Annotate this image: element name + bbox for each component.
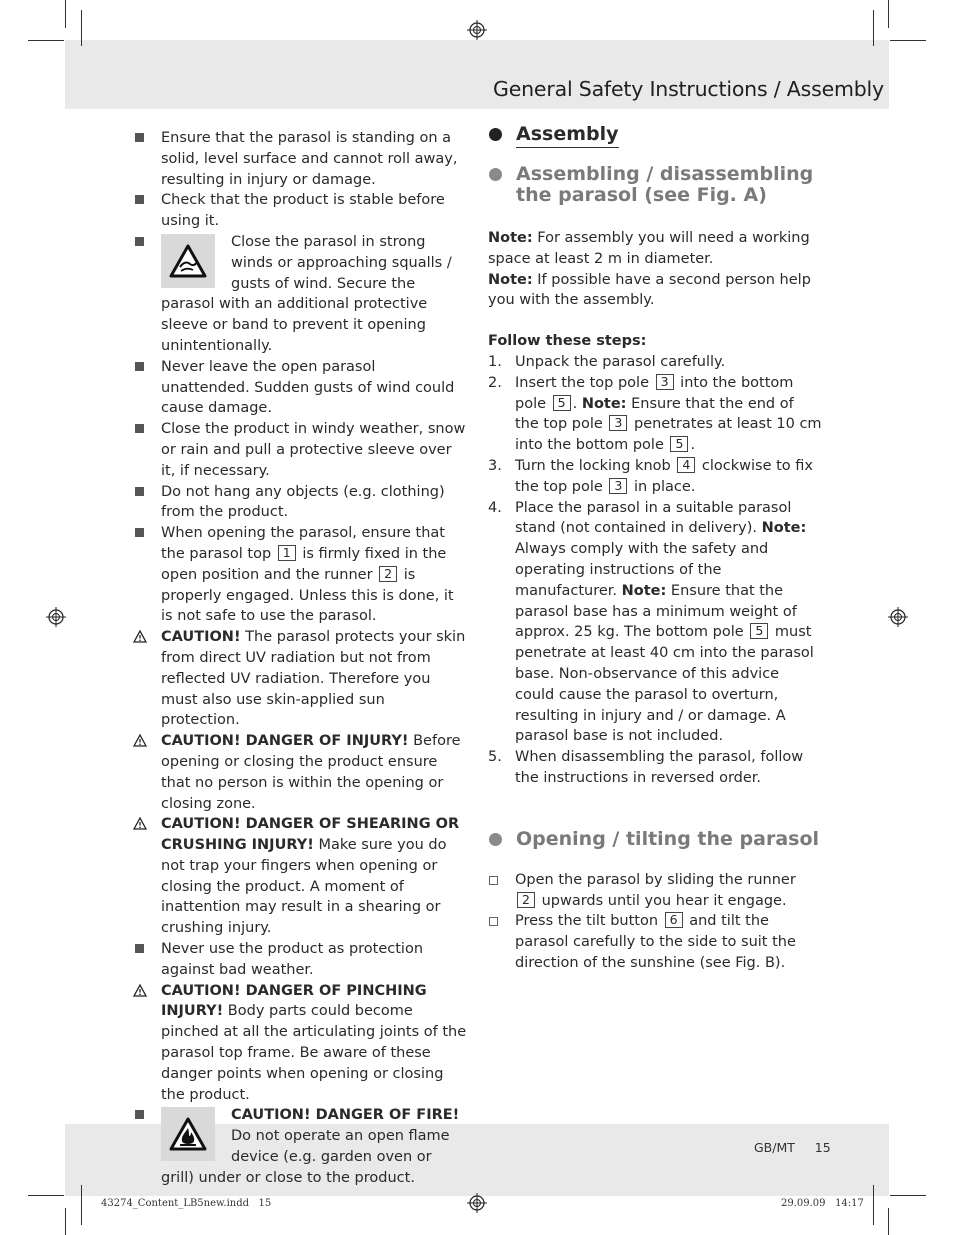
list-item: Close the product in windy weather, snow or rain and pull a protective sleeve over it, if necessary. [133, 419, 467, 481]
bullet-icon [135, 424, 144, 433]
checkbox-bullet-icon [489, 876, 498, 885]
registration-mark-icon [888, 607, 908, 627]
page-title: General Safety Instructions / Assembly [493, 77, 884, 101]
section-heading-assembling: Assembling / disassembling the parasol (see Fig. A) [488, 164, 822, 206]
part-number: 2 [517, 892, 535, 908]
step-item: Open the parasol by sliding the runner 2 upwards until you hear it engage. [488, 870, 822, 912]
part-number: 2 [379, 566, 397, 582]
part-number: 5 [553, 395, 571, 411]
bullet-icon [135, 1110, 144, 1119]
list-item: Check that the product is stable before using it. [133, 190, 467, 232]
warning-triangle-icon [133, 984, 147, 997]
crop-mark [890, 40, 926, 41]
crop-mark [28, 40, 64, 41]
step-item: 2. Insert the top pole 3 into the bottom pole 5 . Note: Ensure that the end of the top pole 3 penetrates at least 10 cm into the bottom pole 5 . [488, 373, 822, 454]
note-paragraph: Note: If possible have a second person help you with the assembly. [488, 271, 811, 309]
list-item: Never use the product as protection against bad weather. [133, 939, 467, 981]
step-item: 4. Place the parasol in a suitable parasol stand (not contained in delivery). Note: Always comply with the safety and operating instructions of the manufacturer. Note: Ensure that the parasol base has a minimum weight of approx. 25 kg. The bottom pole 5 must penetrate at least 40 cm into the parasol base. Non-observance of this advice could cause the parasol to overturn, resulting in injury and / or damage. A parasol base is not included. [488, 499, 814, 745]
crop-mark [873, 1185, 874, 1225]
part-number: 3 [609, 415, 627, 431]
crop-mark [81, 10, 82, 46]
caution-item: CAUTION! DANGER OF SHEARING OR CRUSHING INJURY! Make sure you do not trap your fingers when opening or closing the product. A moment of inattention may result in a shearing or crushing injury. [133, 814, 467, 939]
part-number: 4 [677, 457, 695, 473]
warning-triangle-icon [133, 630, 147, 643]
page-number: GB/MT 15 [754, 1140, 831, 1155]
checkbox-bullet-icon [489, 917, 498, 926]
registration-mark-icon [467, 20, 487, 40]
caution-item: CAUTION! DANGER OF INJURY! Before opening or closing the product ensure that no person is within the opening or closing zone. [133, 731, 467, 814]
registration-mark-icon [467, 1193, 487, 1213]
crop-mark [888, 0, 889, 28]
wind-warning-icon [161, 234, 215, 288]
crop-mark [888, 1208, 889, 1235]
bullet-icon [135, 944, 144, 953]
bullet-icon [135, 195, 144, 204]
bullet-icon [135, 362, 144, 371]
warning-triangle-icon [133, 734, 147, 747]
part-number: 6 [665, 912, 683, 928]
bullet-icon [135, 528, 144, 537]
crop-mark [65, 0, 66, 28]
registration-mark-icon [46, 607, 66, 627]
section-heading-assembly: Assembly [488, 124, 822, 145]
list-item: Do not hang any objects (e.g. clothing) from the product. [133, 482, 467, 524]
crop-mark [81, 1185, 82, 1225]
crop-mark [65, 1208, 66, 1235]
crop-mark [28, 1195, 64, 1196]
part-number: 3 [656, 374, 674, 390]
steps-heading: Follow these steps: [488, 333, 647, 350]
list-item: CAUTION! DANGER OF FIRE! Do not operate an open flame device (e.g. garden oven or grill) under or close to the product. [133, 1105, 467, 1188]
crop-mark [890, 1195, 926, 1196]
list-item: Ensure that the parasol is standing on a solid, level surface and cannot roll away, resulting in injury or damage. [133, 128, 467, 190]
part-number: 5 [670, 436, 688, 452]
list-item: When opening the parasol, ensure that the parasol top 1 is firmly fixed in the open position and the runner 2 is properly engaged. Unless this is done, it is not safe to use the parasol. [133, 523, 467, 627]
section-dot-icon [489, 168, 502, 181]
step-item: 5. When disassembling the parasol, follow the instructions in reversed order. [488, 749, 804, 786]
step-item: Press the tilt button 6 and tilt the parasol carefully to the side to suit the direction of the sunshine (see Fig. B). [488, 911, 822, 973]
step-item: 1. Unpack the parasol carefully. [488, 353, 726, 370]
part-number: 1 [278, 545, 296, 561]
slug-filename: 43274_Content_LB5new.indd 15 [101, 1198, 272, 1209]
section-heading-opening: Opening / tilting the parasol [488, 829, 822, 850]
part-number: 3 [609, 478, 627, 494]
assembly-column [488, 124, 822, 974]
step-item: 3. Turn the locking knob 4 clockwise to fix the top pole 3 in place. [488, 456, 813, 495]
slug-timestamp: 29.09.09 14:17 [781, 1198, 864, 1209]
bullet-icon [135, 133, 144, 142]
crop-mark [873, 10, 874, 46]
section-dot-icon [489, 128, 502, 141]
bullet-icon [135, 487, 144, 496]
section-dot-icon [489, 833, 502, 846]
fire-warning-icon [161, 1107, 215, 1161]
bullet-icon [135, 237, 144, 246]
safety-column [133, 128, 467, 1189]
list-item: Never leave the open parasol unattended. Sudden gusts of wind could cause damage. [133, 357, 467, 419]
caution-item: CAUTION! DANGER OF PINCHING INJURY! Body parts could become pinched at all the articulating joints of the parasol top frame. Be aware of these danger points when opening or closing the product. [133, 981, 467, 1106]
caution-item: CAUTION! The parasol protects your skin from direct UV radiation but not from reflected UV radiation. Therefore you must also use skin-applied sun protection. [133, 627, 467, 731]
warning-triangle-icon [133, 817, 147, 830]
list-item: Close the parasol in strong winds or approaching squalls / gusts of wind. Secure the parasol with an additional protective sleeve or band to prevent it opening unintentionally. [133, 232, 467, 357]
note-paragraph: Note: For assembly you will need a working space at least 2 m in diameter. [488, 230, 810, 267]
part-number: 5 [750, 623, 768, 639]
